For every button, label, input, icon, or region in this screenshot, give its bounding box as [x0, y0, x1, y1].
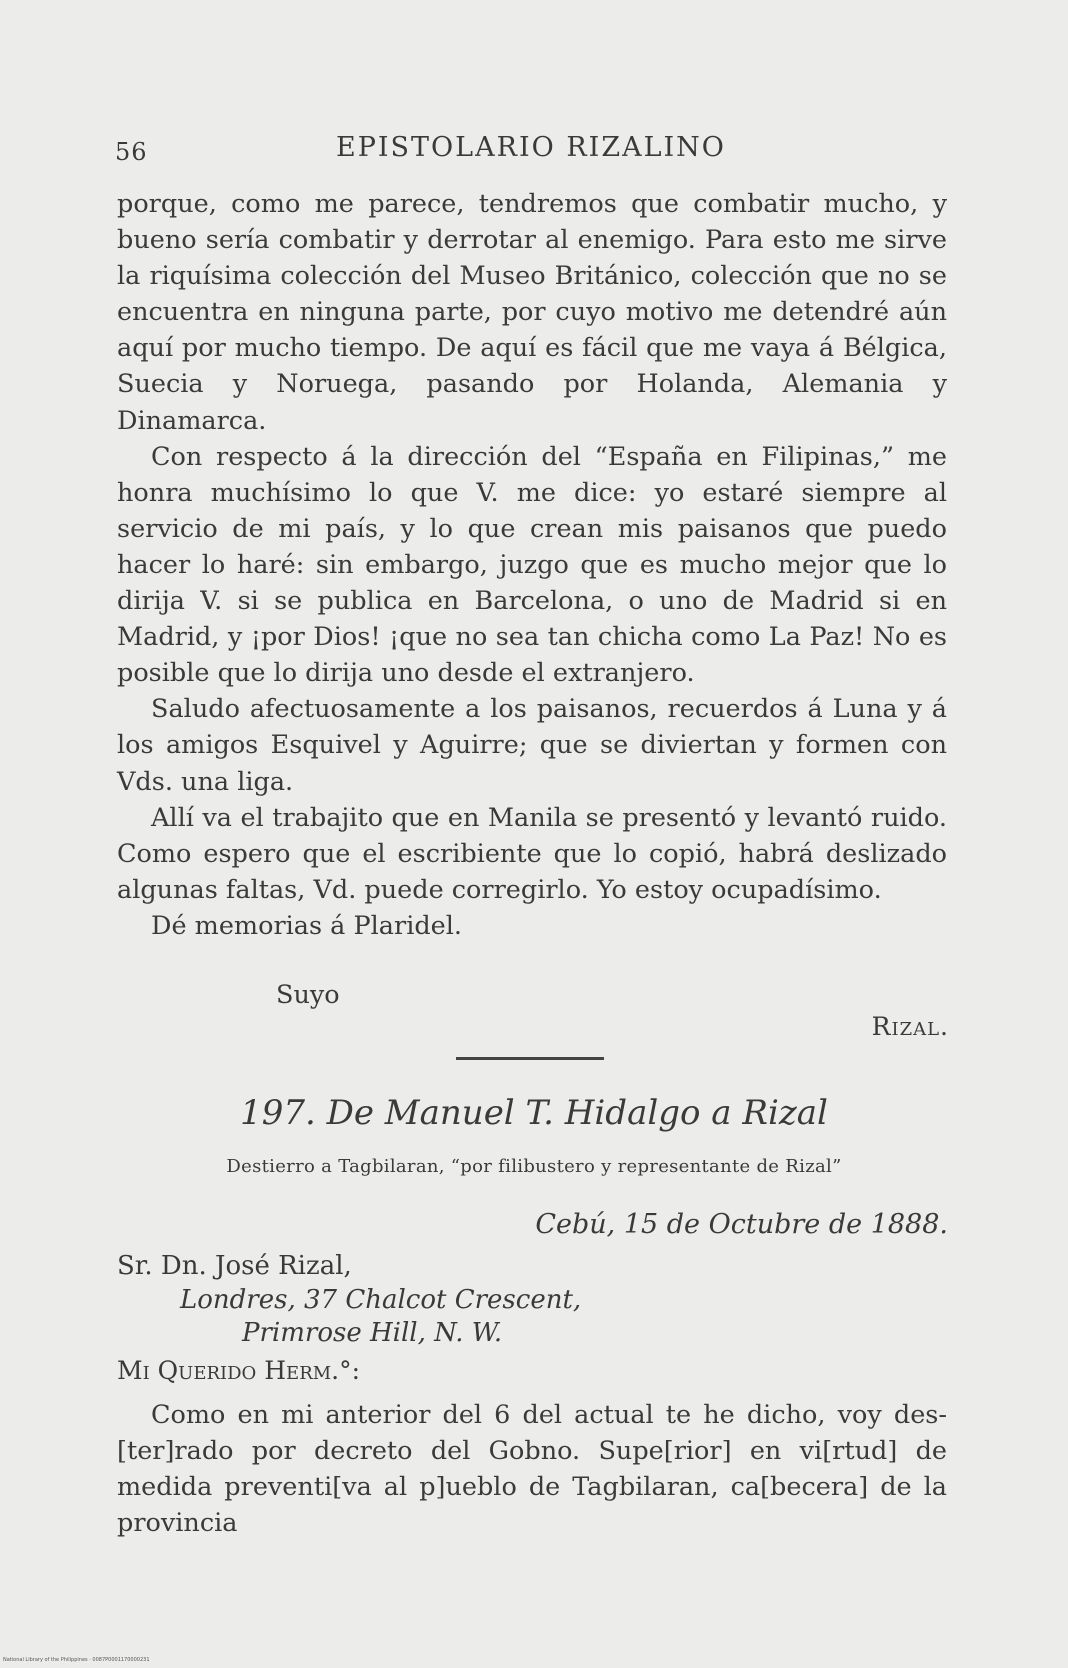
body-paragraph-5: Dé memorias á Plaridel.: [151, 910, 463, 941]
section-divider: [456, 1057, 604, 1060]
address-line-1: Sr. Dn. José Rizal,: [117, 1251, 352, 1281]
running-head: EPISTOLARIO RIZALINO: [336, 132, 726, 163]
footer-source: National Library of the Philippines · 0087P0001170000231: [3, 1657, 150, 1663]
page-number: 56: [115, 138, 148, 166]
address-line-3: Primrose Hill, N. W.: [242, 1318, 503, 1348]
salutation: Mi Querido Herm.°:: [117, 1356, 361, 1385]
letter-body-paragraph: Como en mi anterior del 6 del actual te he dicho, voy des-[ter]rado por decreto del Gobno. Supe[rior] en vi[rtud] de medida preventi[va al p]ueblo de Tagbilaran, ca[becera] de la provincia: [117, 1400, 947, 1539]
closing: Suyo: [276, 980, 340, 1010]
previous-letter-body: [117, 186, 947, 944]
letter-title: 197. De Manuel T. Hidalgo a Rizal: [240, 1093, 828, 1133]
letter-subtitle: Destierro a Tagbilaran, “por filibustero y representante de Rizal”: [226, 1156, 842, 1177]
body-paragraph-1: porque, como me parece, tendremos que combatir mucho, y bueno sería combatir y derrotar al enemigo. Para esto me sirve la riquísima colección del Museo Británico, colección que no se encuentra en ninguna parte, por cuyo motivo me detendré aún aquí por mucho tiempo. De aquí es fácil que me vaya á Bélgica, Suecia y Noruega, pasando por Holanda, Alemania y Dinamarca.: [117, 189, 947, 436]
letter-body: [117, 1397, 947, 1541]
signature: Rizal.: [871, 1012, 949, 1041]
body-paragraph-2: Con respecto á la dirección del “España en Filipinas,” me honra muchísimo lo que V. me dice: yo estaré siempre al servicio de mi país, y lo que crean mis paisanos que puedo hacer lo haré: sin embargo, juzgo que es mucho mejor que lo dirija V. si se publica en Barcelona, o uno de Madrid si en Madrid, y ¡por Dios! ¡que no sea tan chicha como La Paz! No es posible que lo dirija uno desde el extranjero.: [117, 441, 947, 689]
address-line-2: Londres, 37 Chalcot Crescent,: [180, 1285, 582, 1315]
body-paragraph-4: Allí va el trabajito que en Manila se presentó y levantó ruido. Como espero que el escribiente que lo copió, habrá deslizado algunas faltas, Vd. puede corregirlo. Yo estoy ocupadísimo.: [117, 802, 947, 905]
place-date: Cebú, 15 de Octubre de 1888.: [535, 1209, 948, 1240]
body-paragraph-3: Saludo afectuosamente a los paisanos, recuerdos á Luna y á los amigos Esquivel y Aguirre; que se diviertan y formen con Vds. una liga.: [117, 694, 947, 797]
